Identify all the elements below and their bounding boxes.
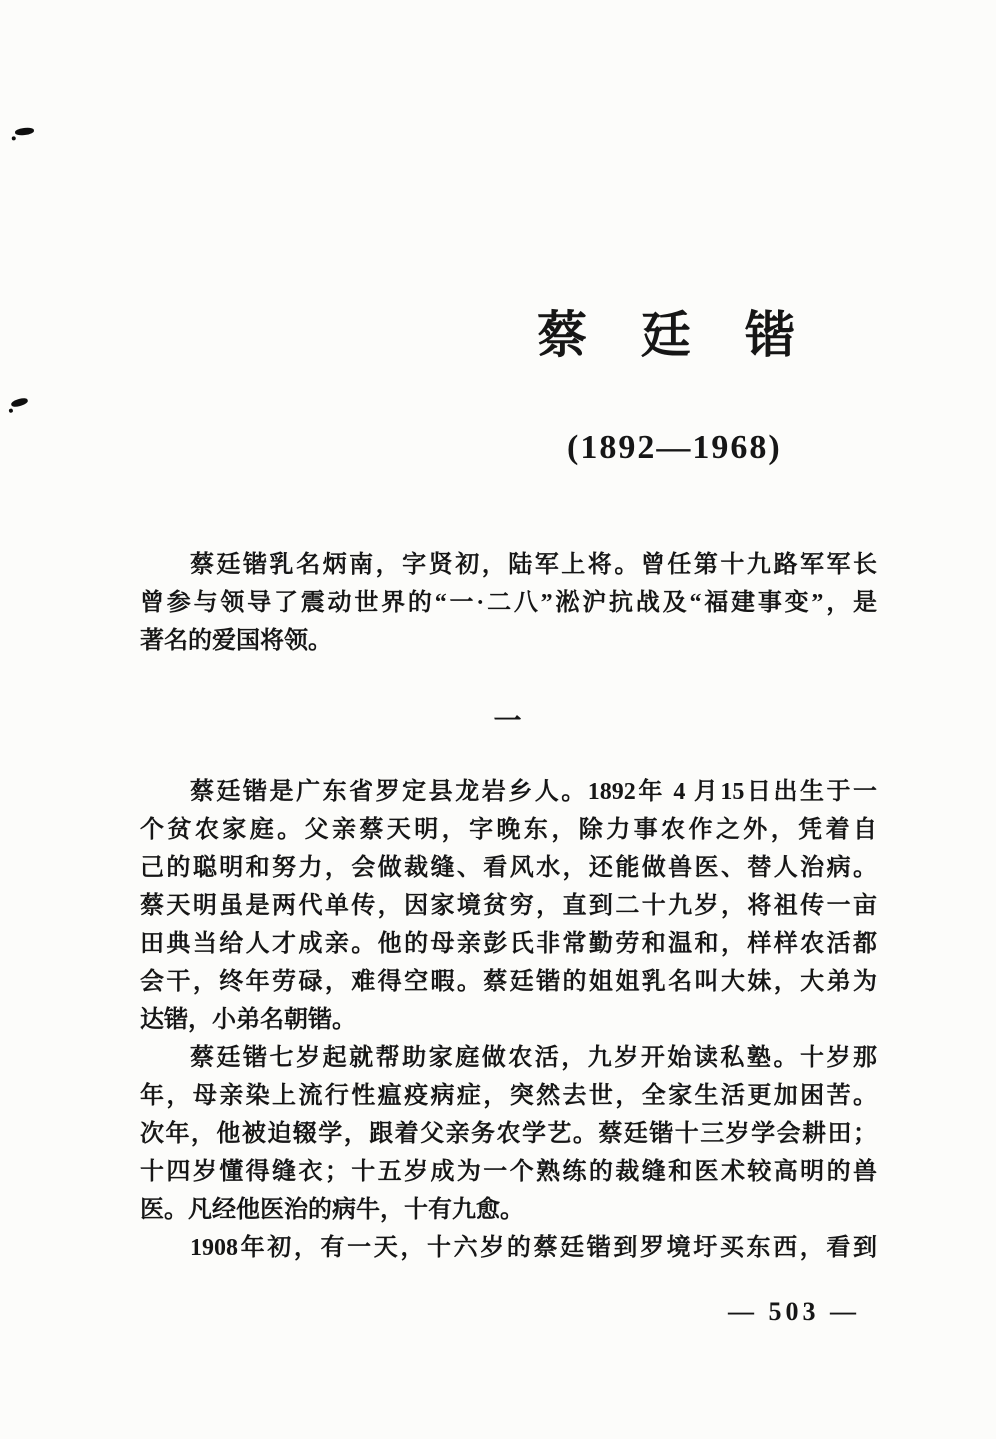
text-line: 己的聪明和努力，会做裁缝、看风水，还能做兽医、替人治病。 (140, 855, 877, 881)
page-number: — 503 — (728, 1297, 860, 1326)
text-line: 次年，他被迫辍学，跟着父亲务农学艺。蔡廷锴十三岁学会耕田； (140, 1121, 877, 1147)
text-line: 蔡廷锴七岁起就帮助家庭做农活，九岁开始读私塾。十岁那 (190, 1045, 877, 1071)
text-line: 蔡廷锴乳名炳南，字贤初，陆军上将。曾任第十九路军军长 (190, 552, 877, 578)
ink-artifact-mark-middle (10, 397, 28, 408)
text-line: 达锴，小弟名朝锴。 (140, 1007, 356, 1033)
text-line: 曾参与领导了震动世界的“一·二八”淞沪抗战及“福建事变”，是 (140, 590, 877, 616)
text-line: 医。凡经他医治的病牛，十有九愈。 (140, 1197, 524, 1223)
body-text-column (140, 546, 877, 1267)
ink-artifact-mark-top (15, 127, 35, 136)
text-line: 田典当给人才成亲。他的母亲彭氏非常勤劳和温和，样样农活都 (140, 931, 877, 957)
text-line: 会干，终年劳碌，难得空暇。蔡廷锴的姐姐乳名叫大妹，大弟为 (140, 969, 877, 995)
article-title: 蔡廷锴 (537, 307, 849, 363)
text-line: 年，母亲染上流行性瘟疫病症，突然去世，全家生活更加困苦。 (140, 1083, 877, 1109)
article-lifespan-years: (1892—1968) (567, 429, 782, 466)
text-line: 蔡廷锴是广东省罗定县龙岩乡人。1892年 4 月15日出生于一 (190, 779, 877, 805)
text-line: 十四岁懂得缝衣；十五岁成为一个熟练的裁缝和医术较高明的兽 (140, 1159, 877, 1185)
text-line: 著名的爱国将领。 (140, 628, 332, 654)
section-number: 一 (493, 706, 524, 737)
text-line: 1908年初，有一天，十六岁的蔡廷锴到罗境圩买东西，看到 (190, 1235, 877, 1261)
text-line: 蔡天明虽是两代单传，因家境贫穷，直到二十九岁，将祖传一亩 (140, 893, 877, 919)
text-line: 个贫农家庭。父亲蔡天明，字晚东，除力事农作之外，凭着自 (140, 817, 877, 843)
